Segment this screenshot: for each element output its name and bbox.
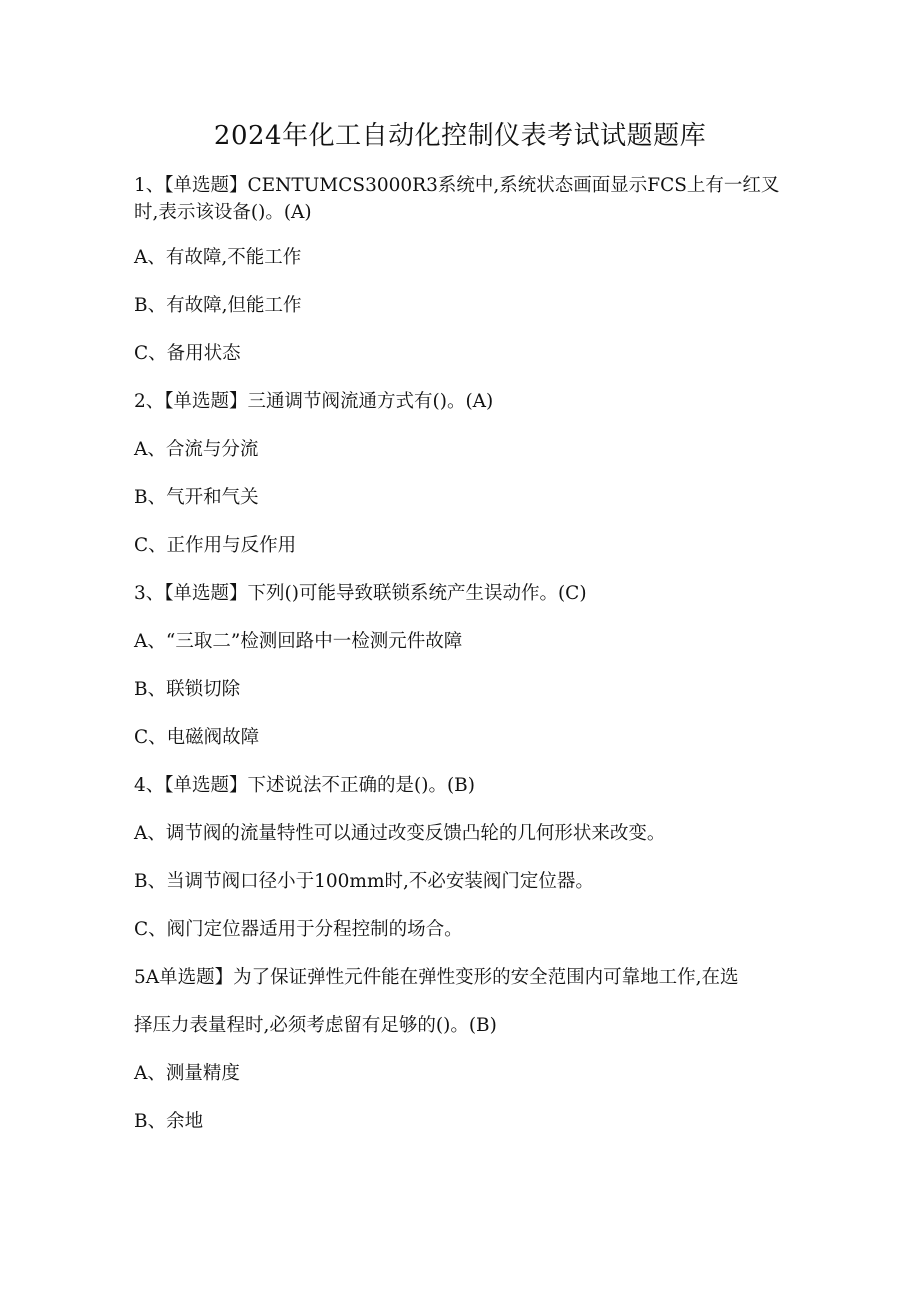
question-1-option-a: A、有故障,不能工作 <box>134 247 302 268</box>
question-1-stem-line-1: 1、【单选题】CENTUMCS3000R3系统中,系统状态画面显示FCS上有一红叉 <box>134 175 780 196</box>
question-4-option-b: B、当调节阀口径小于100mm时,不必安装阀门定位器。 <box>134 871 594 892</box>
question-5-stem-line-1: 5A单选题】为了保证弹性元件能在弹性变形的安全范围内可靠地工作,在选 <box>134 967 739 988</box>
question-5-option-a: A、测量精度 <box>134 1063 240 1084</box>
question-1-stem-line-2: 时,表示该设备()。(A) <box>134 202 312 223</box>
question-5-stem-line-2: 择压力表量程时,必须考虑留有足够的()。(B) <box>134 1015 497 1036</box>
question-1-option-c: C、备用状态 <box>134 343 241 364</box>
question-4-option-c: C、阀门定位器适用于分程控制的场合。 <box>134 919 463 940</box>
question-3-option-c: C、电磁阀故障 <box>134 727 260 748</box>
question-2-option-a: A、合流与分流 <box>134 439 259 460</box>
document-title: 2024年化工自动化控制仪表考试试题题库 <box>213 121 707 151</box>
question-3-option-b: B、联锁切除 <box>134 679 241 700</box>
question-3-option-a: A、“三取二”检测回路中一检测元件故障 <box>134 631 463 652</box>
question-3-stem: 3、【单选题】下列()可能导致联锁系统产生误动作。(C) <box>134 583 587 604</box>
question-4-stem: 4、【单选题】下述说法不正确的是()。(B) <box>134 775 475 796</box>
question-2-option-c: C、正作用与反作用 <box>134 535 297 556</box>
question-4-option-a: A、调节阀的流量特性可以通过改变反馈凸轮的几何形状来改变。 <box>134 823 666 844</box>
question-2-stem: 2、【单选题】三通调节阀流通方式有()。(A) <box>134 391 494 412</box>
question-2-option-b: B、气开和气关 <box>134 487 259 508</box>
question-5-option-b: B、余地 <box>134 1111 204 1132</box>
question-1-option-b: B、有故障,但能工作 <box>134 295 302 316</box>
